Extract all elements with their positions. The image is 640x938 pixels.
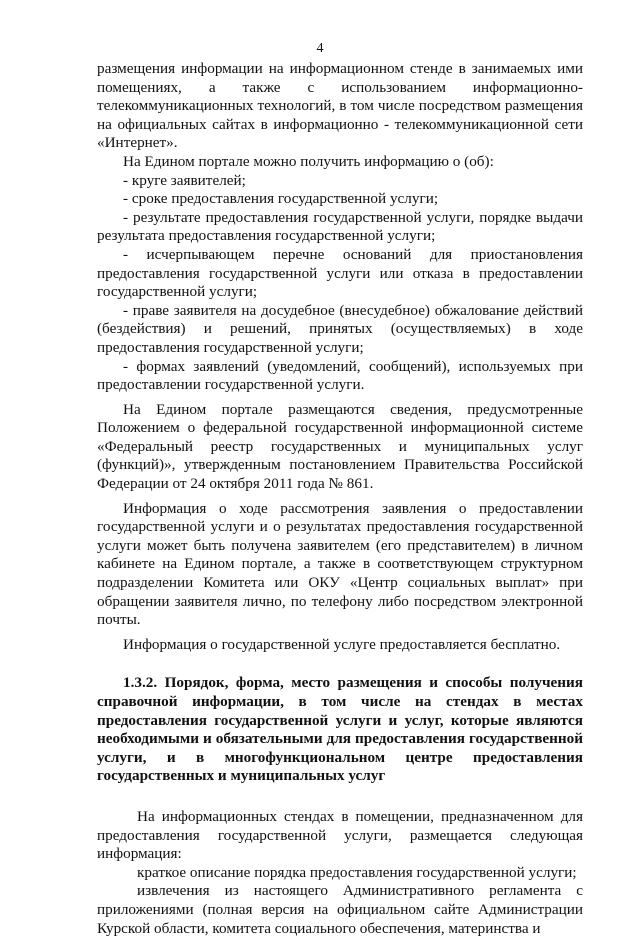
paragraph: извлечения из настоящего Административного регламента с приложениями (полная версия на официальном сайте Администрации Курской области, комитета социального обеспечения, материнства и [97, 882, 583, 937]
list-item: - исчерпывающем перечне оснований для приостановления предоставления государственной услуги или отказа в предоставлении государственной услуги; [97, 245, 583, 301]
document-body [97, 60, 583, 938]
paragraph: Информация о государственной услуге предоставляется бесплатно. [123, 635, 561, 653]
paragraph: На информационных стендах в помещении, предназначенном для предоставления государственной услуги, размещается следующая информация: [97, 807, 583, 863]
page-number: 4 [316, 41, 324, 56]
paragraph: краткое описание порядка предоставления государственной услуги; [137, 863, 577, 881]
list-item: - результате предоставления государственной услуги, порядке выдачи результата предоставления государственной услуги; [97, 208, 583, 245]
section-heading: 1.3.2. Порядок, форма, место размещения и способы получения справочной информации, в том числе на стендах в местах предоставления государственной услуги и услуг, которые являются необходимыми и обязательными для предоставления государственной услуги, и в многофункциональном центре предоставления государственных и муниципальных услуг [97, 674, 583, 785]
list-item: - круге заявителей; [123, 171, 246, 189]
paragraph: Информация о ходе рассмотрения заявления о предоставлении государственной услуги и о результатах предоставления государственной услуги может быть получена заявителем (его представителем) в личном кабинете на Едином портале, а также в соответствующем структурном подразделении Комитета или ОКУ «Центр социальных выплат» при обращении заявителя лично, по телефону либо посредством электронной почты. [97, 499, 583, 629]
list-item: - формах заявлений (уведомлений, сообщений), используемых при предоставлении государственной услуги. [97, 357, 583, 394]
list-item: - праве заявителя на досудебное (внесудебное) обжалование действий (бездействия) и решений, принятых (осуществляемых) в ходе предоставления государственной услуги; [97, 301, 583, 356]
paragraph: На Едином портале размещаются сведения, предусмотренные Положением о федеральной государственной информационной системе «Федеральный реестр государственных и муниципальных услуг (функций)», утвержденным постановлением Правительства Российской Федерации от 24 октября 2011 года № 861. [97, 400, 583, 493]
list-item: - сроке предоставления государственной услуги; [123, 190, 439, 208]
paragraph: На Едином портале можно получить информацию о (об): [123, 152, 494, 170]
paragraph: размещения информации на информационном стенде в занимаемых ими помещениях, а также с использованием информационно-телекоммуникационных технологий, в том числе посредством размещения на официальных сайтах в информационно - телекоммуникационной сети «Интернет». [97, 60, 583, 152]
